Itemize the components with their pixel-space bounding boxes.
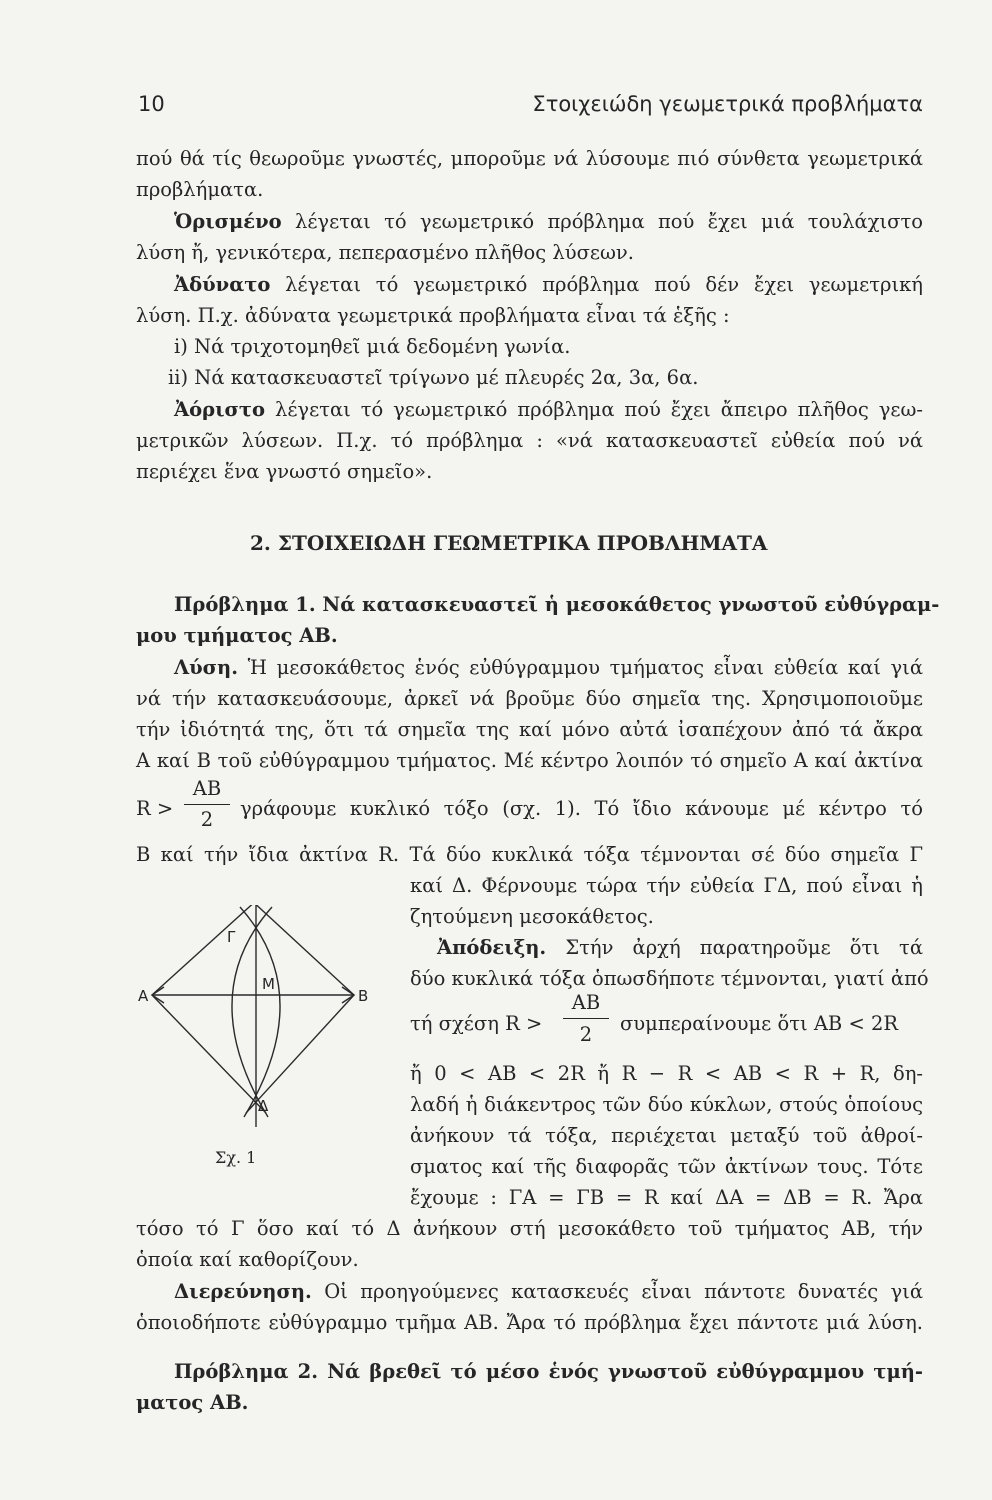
- discussion-text-1: Οἱ προηγούμενες κατασκευές εἶναι πάντοτε δυνατές γιά: [311, 1280, 923, 1303]
- definition-indeterminate-line-3: περιέχει ἕνα γνωστό σημεῖο».: [136, 460, 433, 483]
- proof-line-8: ἔχουμε : ΓΑ = ΓΒ = R καί ΔΑ = ΔΒ = R. Ἄρα: [410, 1186, 923, 1209]
- definition-impossible-line-2: λύση. Π.χ. ἀδύνατα γεωμετρικά προβλήματα εἶναι τά ἑξῆς :: [136, 304, 730, 327]
- problem-1-title-line-2: μου τμήματος ΑΒ.: [136, 624, 338, 647]
- proof-line-10: ὁποία καί καθορίζουν.: [136, 1248, 359, 1271]
- proof-line-6: ἀνήκουν τά τόξα, περιέχεται μεταξύ τοῦ ἀθροί-: [410, 1124, 923, 1147]
- proof-line-1: [437, 935, 923, 961]
- discussion-line-2: ὁποιοδήποτε εὐθύγραμμο τμῆμα ΑΒ. Ἄρα τό πρόβλημα ἔχει πάντοτε μιά λύση.: [136, 1311, 923, 1334]
- proof-text-1: Στήν ἀρχή παρατηροῦμε ὅτι τά: [546, 936, 923, 959]
- solution-line-7: καί Δ. Φέρνουμε τώρα τήν εὐθεία ΓΔ, πού εἶναι ἡ: [410, 874, 923, 897]
- proof-fraction-denominator: 2: [579, 1023, 593, 1046]
- problem-2-title-line-2: ματος ΑΒ.: [136, 1391, 249, 1414]
- proof-fraction-numerator: ΑΒ: [571, 991, 601, 1014]
- term-impossible: Ἀδύνατο: [174, 273, 271, 296]
- solution-line-1: [174, 655, 923, 681]
- definition-determined: [174, 209, 923, 235]
- proof-relation-rhs: συμπεραίνουμε ὅτι ΑΒ < 2R: [620, 1012, 899, 1035]
- definition-indeterminate-line-2: μετρικῶν λύσεων. Π.χ. τό πρόβλημα : «νά κατασκευαστεῖ εὐθεία πού νά: [136, 429, 923, 452]
- line-a-delta: [152, 995, 266, 1113]
- proof-label: Ἀπόδειξη.: [437, 936, 547, 959]
- proof-line-7: σματος καί τῆς διαφορᾶς τῶν ἀκτίνων τους. Τότε: [410, 1155, 923, 1178]
- proof-line-4: ἤ 0 < ΑΒ < 2R ἤ R − R < ΑΒ < R + R, δη-: [410, 1062, 923, 1085]
- point-label-m: Μ: [262, 975, 275, 993]
- fraction-denominator: 2: [200, 808, 214, 831]
- intro-line-2: προβλήματα.: [136, 178, 264, 201]
- definition-impossible: [174, 272, 923, 298]
- figure-1-perpendicular-bisector: [138, 905, 388, 1195]
- proof-fraction-bar: [563, 1018, 609, 1019]
- section-heading: 2. ΣΤΟΙΧΕΙΩΔΗ ΓΕΩΜΕΤΡΙΚΑ ΠΡΟΒΛΗΜΑΤΑ: [250, 531, 768, 555]
- point-label-gamma: Γ: [227, 928, 236, 946]
- point-label-a: Α: [138, 987, 149, 1005]
- line-a-gamma: [152, 905, 258, 995]
- impossible-example-i: i) Νά τριχοτομηθεῖ μιά δεδομένη γωνία.: [174, 335, 571, 358]
- impossible-example-ii: ii) Νά κατασκευαστεῖ τρίγωνο μέ πλευρές 2α, 3α, 6α.: [168, 366, 699, 389]
- solution-line-3: τήν ἰδιότητά της, ὅτι τά σημεῖα της καί μόνο αὐτά ἰσαπέχουν ἀπό τά ἄκρα: [136, 718, 923, 741]
- definition-impossible-text: λέγεται τό γεωμετρικό πρόβλημα πού δέν ἔχει γεωμετρική: [270, 273, 923, 296]
- solution-text-1: Ἡ μεσοκάθετος ἑνός εὐθύγραμμου τμήματος εἶναι εὐθεία καί γιά: [238, 656, 923, 679]
- point-label-delta: Δ: [258, 1097, 269, 1115]
- intro-line-1: πού θά τίς θεωροῦμε γνωστές, μποροῦμε νά λύσουμε πιό σύνθετα γεωμετρικά: [136, 147, 923, 170]
- solution-line-8: ζητούμενη μεσοκάθετος.: [410, 905, 654, 928]
- proof-line-9: τόσο τό Γ ὅσο καί τό Δ ἀνήκουν στή μεσοκάθετο τοῦ τμήματος ΑΒ, τήν: [136, 1217, 923, 1240]
- problem-1-title: Πρόβλημα 1. Νά κατασκευαστεῖ ἡ μεσοκάθετος γνωστοῦ εὐθύγραμ-: [174, 593, 940, 616]
- proof-relation-lhs: τή σχέση R >: [410, 1012, 543, 1035]
- solution-line-2: νά τήν κατασκευάσουμε, ἀρκεῖ νά βροῦμε δύο σημεῖα της. Χρησιμοποιοῦμε: [136, 687, 923, 710]
- arc-centre-a: [240, 907, 280, 1117]
- solution-line-5: γράφουμε κυκλικό τόξο (σχ. 1). Τό ἴδιο κάνουμε μέ κέντρο τό: [240, 797, 923, 820]
- definition-indeterminate-text: λέγεται τό γεωμετρικό πρόβλημα πού ἔχει ἄπειρο πλῆθος γεω-: [265, 398, 923, 421]
- arc-centre-b: [232, 907, 272, 1117]
- fraction-numerator: ΑΒ: [192, 777, 222, 800]
- problem-2-title: Πρόβλημα 2. Νά βρεθεῖ τό μέσο ἑνός γνωστοῦ εὐθύγραμμου τμή-: [174, 1360, 923, 1383]
- discussion-line-1: [174, 1279, 923, 1305]
- point-label-b: Β: [358, 987, 369, 1005]
- solution-label: Λύση.: [174, 656, 239, 679]
- term-indeterminate: Ἀόριστο: [174, 398, 266, 421]
- figure-caption: Σχ. 1: [215, 1148, 257, 1167]
- solution-line-6: Β καί τήν ἴδια ἀκτίνα R. Τά δύο κυκλικά τόξα τέμνονται σέ δύο σημεῖα Γ: [136, 843, 923, 866]
- line-b-delta: [246, 995, 354, 1113]
- definition-determined-text: λέγεται τό γεωμετρικό πρόβλημα πού ἔχει μιά τουλάχιστο: [281, 210, 923, 233]
- definition-indeterminate: [174, 397, 923, 423]
- definition-determined-line-2: λύση ἤ, γενικότερα, πεπερασμένο πλῆθος λύσεων.: [136, 241, 634, 264]
- page-number: 10: [138, 92, 165, 116]
- running-title: Στοιχειώδη γεωμετρικά προβλήματα: [532, 92, 923, 116]
- discussion-label: Διερεύνηση.: [174, 1280, 312, 1303]
- term-determined: Ὁρισμένο: [174, 210, 282, 233]
- proof-line-2: δύο κυκλικά τόξα ὁπωσδήποτε τέμνονται, γιατί ἀπό: [410, 967, 929, 990]
- solution-line-4: Α καί Β τοῦ εὐθύγραμμου τμήματος. Μέ κέντρο λοιπόν τό σημεῖο Α καί ἀκτίνα: [136, 749, 923, 772]
- proof-line-5: λαδή ἡ διάκεντρος τῶν δύο κύκλων, στούς ὁποίους: [410, 1093, 923, 1116]
- radius-condition-lhs: R >: [136, 797, 174, 820]
- fraction-bar: [184, 804, 230, 805]
